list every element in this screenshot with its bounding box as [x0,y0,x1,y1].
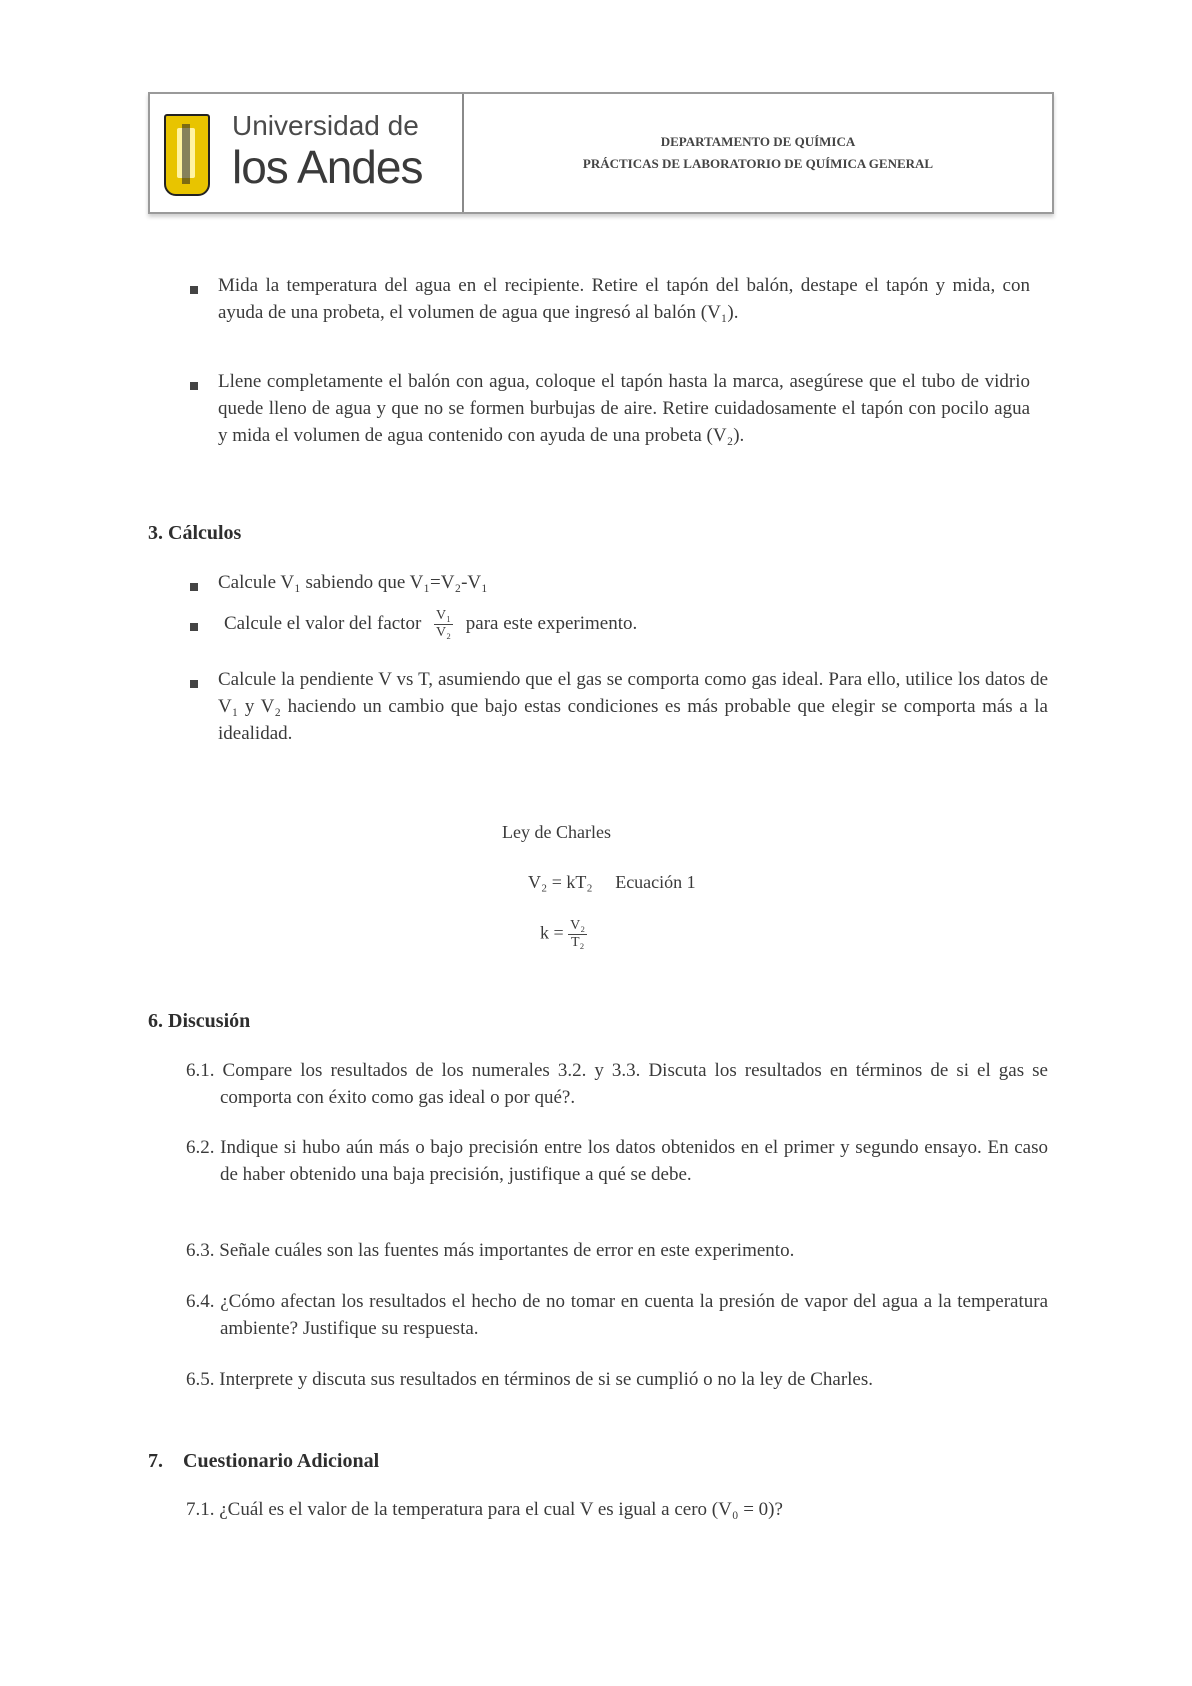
calc-step: Calcule V₁ sabiendo que V₁=V₂-V₁ [218,572,488,593]
equation-2-fraction [568,918,587,951]
additional-question: 7.1. ¿Cuál es el valor de la temperatura para el cual V es igual a cero (V₀ = 0)? [186,1499,783,1520]
factor-fraction [434,608,453,641]
bullet-icon [190,583,198,591]
procedure-step: Llene completamente el balón con agua, coloque el tapón hasta la marca, asegúrese que el tubo de vidrio quede lleno de agua y que no se formen burbujas de aire. Retire cuidadosamente el tapón con pocilo agua y mida el volumen de agua contenido con ayuda de una probeta (V₂). [218,371,1030,446]
document-header [148,92,1054,214]
bullet-icon [190,286,198,294]
discussion-item: 6.4. ¿Cómo afectan los resultados el hecho de no tomar en cuenta la presión de vapor del agua a la temperatura ambiente? Justifique su respuesta. [186,1291,1048,1339]
logo-text-line2: los Andes [232,141,423,193]
logo-text-line1: Universidad de [232,110,419,141]
calc-step-factor-pre: Calcule el valor del factor [224,612,422,634]
discussion-item: 6.5. Interprete y discuta sus resultados en términos de si se cumplió o no la ley de Charles. [186,1369,874,1390]
shield-icon [164,114,210,196]
equation-2-denominator: T₂ [570,935,585,950]
discussion-item: 6.3. Señale cuáles son las fuentes más importantes de error en este experimento. [186,1240,795,1261]
discussion-item: 6.1. Compare los resultados de los numerales 3.2. y 3.3. Discuta los resultados en términos de si el gas se comporta con éxito como gas ideal o por qué?. [186,1060,1048,1108]
university-logo [150,94,464,212]
section-heading: 7. Cuestionario Adicional [148,1450,380,1472]
calc-step-factor-post: para este experimento. [465,612,638,634]
calc-step-factor [224,608,844,641]
equation-2-lhs: k = [540,922,564,943]
factor-numerator: V₁ [436,608,452,623]
section-heading: 6. Discusión [148,1010,251,1032]
law-title: Ley de Charles [502,822,611,842]
department-name: DEPARTAMENTO DE QUÍMICA [660,134,856,149]
bullet-icon [190,382,198,390]
bullet-icon [190,680,198,688]
section-heading: 3. Cálculos [148,522,242,544]
calc-step: Calcule la pendiente V vs T, asumiendo que el gas se comporta como gas ideal. Para ello, utilice los datos de V₁ y V₂ haciendo un cambio que bajo estas condiciones es más probable que elegir se comporta más a la idealidad. [218,669,1048,744]
procedure-step: Mida la temperatura del agua en el recipiente. Retire el tapón del balón, destape el tapón y mida, con ayuda de una probeta, el volumen de agua que ingresó al balón (V₁). [218,275,1030,323]
bullet-icon [190,623,198,631]
equation-1: V₂ = kT₂ Ecuación 1 [528,872,696,892]
equation-2 [540,918,587,951]
discussion-item: 6.2. Indique si hubo aún más o bajo precisión entre los datos obtenidos en el primer y segundo ensayo. En caso de haber obtenido una baja precisión, justifique a qué se debe. [186,1137,1048,1185]
equation-2-numerator: V₂ [570,918,586,933]
course-name: PRÁCTICAS DE LABORATORIO DE QUÍMICA GENERAL [582,156,934,171]
header-title [464,94,1052,212]
factor-denominator: V₂ [436,625,452,640]
